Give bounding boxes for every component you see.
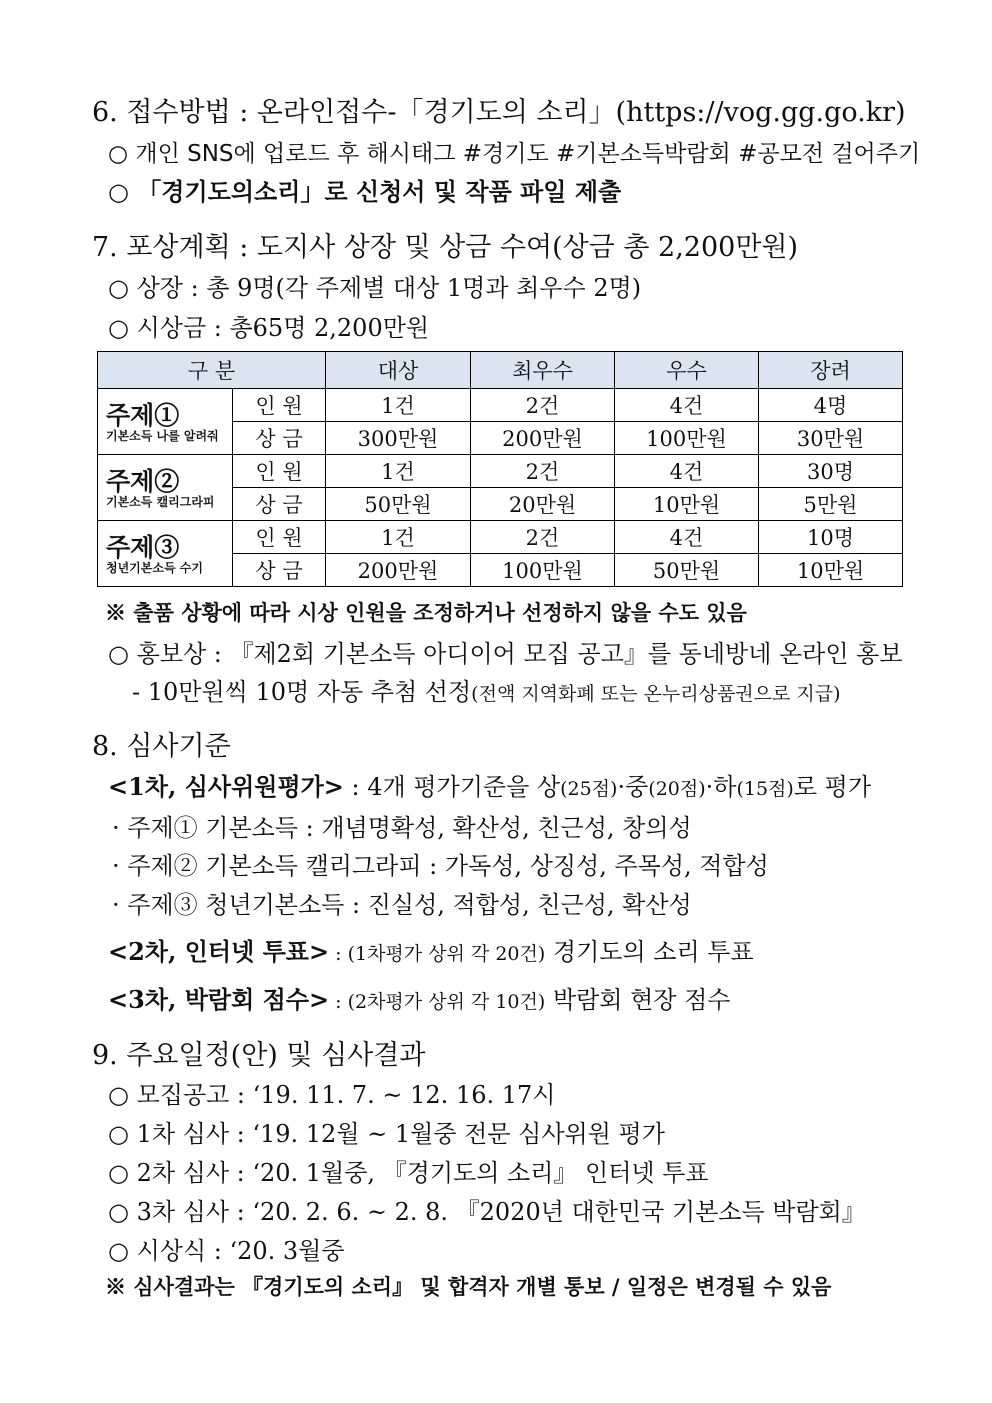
schedule-item-2: ○ 1차 심사 : ‘19. 12월 ~ 1월중 전문 심사위원 평가 (108, 1120, 665, 1148)
criteria-second-small: : (1차평가 상위 각 20건) (329, 943, 546, 965)
cell: 10만원 (615, 488, 759, 521)
schedule-item-3: ○ 2차 심사 : ‘20. 1월중, 『경기도의 소리』 인터넷 투표 (108, 1159, 709, 1187)
cell: 4명 (759, 389, 903, 422)
cell: 50만원 (326, 488, 471, 521)
prize-table (97, 351, 903, 587)
row-label-count: 인 원 (233, 521, 326, 554)
promo-sub-main: - 10만원씩 10명 자동 추첨 선정 (132, 678, 472, 706)
header-merit: 우수 (615, 352, 759, 389)
prize-table-header-row (98, 352, 903, 389)
cell: 200만원 (326, 554, 471, 587)
cell: 1건 (326, 455, 471, 488)
table-row (98, 455, 903, 488)
header-grand: 대상 (326, 352, 471, 389)
topic-1-subtitle: 기본소득 나를 알려줘 (106, 429, 219, 443)
cell: 100만원 (615, 422, 759, 455)
cell: 10명 (759, 521, 903, 554)
cell: 300만원 (326, 422, 471, 455)
cell: 10만원 (759, 554, 903, 587)
cell: 2건 (471, 521, 615, 554)
schedule-item-1: ○ 모집공고 : ‘19. 11. 7. ~ 12. 16. 17시 (108, 1081, 556, 1109)
section-7-note: ※ 출품 상황에 따라 시상 인원을 조정하거나 선정하지 않을 수도 있음 (105, 600, 747, 625)
topic-3-title: 주제③ (106, 533, 180, 562)
cell: 2건 (471, 389, 615, 422)
schedule-item-4: ○ 3차 심사 : ‘20. 2. 6. ~ 2. 8. 『2020년 대한민국 기본소득 박람회』 (108, 1198, 866, 1226)
section-8-title: 8. 심사기준 (92, 731, 231, 762)
topic-1-title: 주제① (106, 401, 180, 430)
topic-1-cell (98, 389, 233, 455)
criteria-first-text-c: ·중 (617, 773, 649, 801)
section-7-promo: ○ 홍보상 : 『제2회 기본소득 아디이어 모집 공고』를 동네방네 온라인 홍보 (108, 640, 903, 668)
row-label-count: 인 원 (233, 455, 326, 488)
criteria-first-text-f: (15점) (736, 778, 794, 800)
criteria-first-text-a: : 4개 평가기준을 상 (343, 773, 561, 801)
table-row (98, 389, 903, 422)
criteria-second-label: <2차, 인터넷 투표> (108, 937, 330, 966)
criteria-second-text: 경기도의 소리 투표 (545, 938, 754, 966)
cell: 1건 (326, 389, 471, 422)
topic-3-cell (98, 521, 233, 587)
criteria-topic-3: · 주제③ 청년기본소득 : 진실성, 적합성, 친근성, 확산성 (112, 891, 692, 919)
criteria-third-label: <3차, 박람회 점수> (108, 985, 330, 1014)
cell: 30만원 (759, 422, 903, 455)
topic-2-cell (98, 455, 233, 521)
criteria-third (108, 980, 730, 1015)
cell: 2건 (471, 455, 615, 488)
section-7-promo-sub (132, 672, 841, 707)
criteria-topic-1: · 주제① 기본소득 : 개념명확성, 확산성, 친근성, 창의성 (112, 814, 692, 842)
row-label-prize: 상 금 (233, 422, 326, 455)
section-7-title: 7. 포상계획 : 도지사 상장 및 상금 수여(상금 총 2,200만원) (92, 232, 799, 263)
criteria-first-label: <1차, 심사위원평가> (108, 772, 344, 801)
section-6-title: 6. 접수방법 : 온라인접수-「경기도의 소리」(https://vog.gg.go.kr) (92, 97, 906, 128)
cell: 1건 (326, 521, 471, 554)
row-label-count: 인 원 (233, 389, 326, 422)
cell: 30명 (759, 455, 903, 488)
cell: 5만원 (759, 488, 903, 521)
section-7-item-2: ○ 시상금 : 총65명 2,200만원 (108, 314, 430, 342)
criteria-third-text: 박람회 현장 점수 (545, 986, 731, 1014)
header-category: 구 분 (98, 352, 326, 389)
table-row (98, 521, 903, 554)
cell: 4건 (615, 389, 759, 422)
criteria-first-text-g: 로 평가 (793, 773, 872, 801)
criteria-first-text-d: (20점) (648, 778, 706, 800)
topic-2-subtitle: 기본소득 캘리그라피 (106, 495, 215, 509)
cell: 100만원 (471, 554, 615, 587)
promo-sub-note: (전액 지역화폐 또는 온누리상품권으로 지급) (471, 683, 841, 705)
schedule-item-5: ○ 시상식 : ‘20. 3월중 (108, 1237, 345, 1265)
row-label-prize: 상 금 (233, 488, 326, 521)
criteria-first (108, 767, 871, 802)
cell: 50만원 (615, 554, 759, 587)
criteria-third-small: : (2차평가 상위 각 10건) (329, 991, 546, 1013)
cell: 4건 (615, 455, 759, 488)
row-label-prize: 상 금 (233, 554, 326, 587)
section-9-title: 9. 주요일정(안) 및 심사결과 (92, 1040, 426, 1071)
cell: 20만원 (471, 488, 615, 521)
criteria-second (108, 932, 754, 967)
topic-3-subtitle: 청년기본소득 수기 (106, 561, 203, 575)
cell: 200만원 (471, 422, 615, 455)
criteria-first-text-b: (25점) (560, 778, 618, 800)
criteria-topic-2: · 주제② 기본소득 캘리그라피 : 가독성, 상징성, 주목성, 적합성 (112, 852, 769, 880)
section-6-item-1: ○ 개인 SNS에 업로드 후 해시태그 #경기도 #기본소득박람회 #공모전 걸어주기 (108, 141, 921, 167)
criteria-first-text-e: ·하 (705, 773, 737, 801)
header-encouragement: 장려 (759, 352, 903, 389)
section-9-note: ※ 심사결과는 『경기도의 소리』 및 합격자 개별 통보 / 일정은 변경될 수 있음 (105, 1274, 832, 1299)
header-excellence: 최우수 (471, 352, 615, 389)
cell: 4건 (615, 521, 759, 554)
section-6-item-2: ○ 「경기도의소리」로 신청서 및 작품 파일 제출 (108, 177, 622, 206)
topic-2-title: 주제② (106, 467, 180, 496)
section-7-item-1: ○ 상장 : 총 9명(각 주제별 대상 1명과 최우수 2명) (108, 274, 642, 302)
